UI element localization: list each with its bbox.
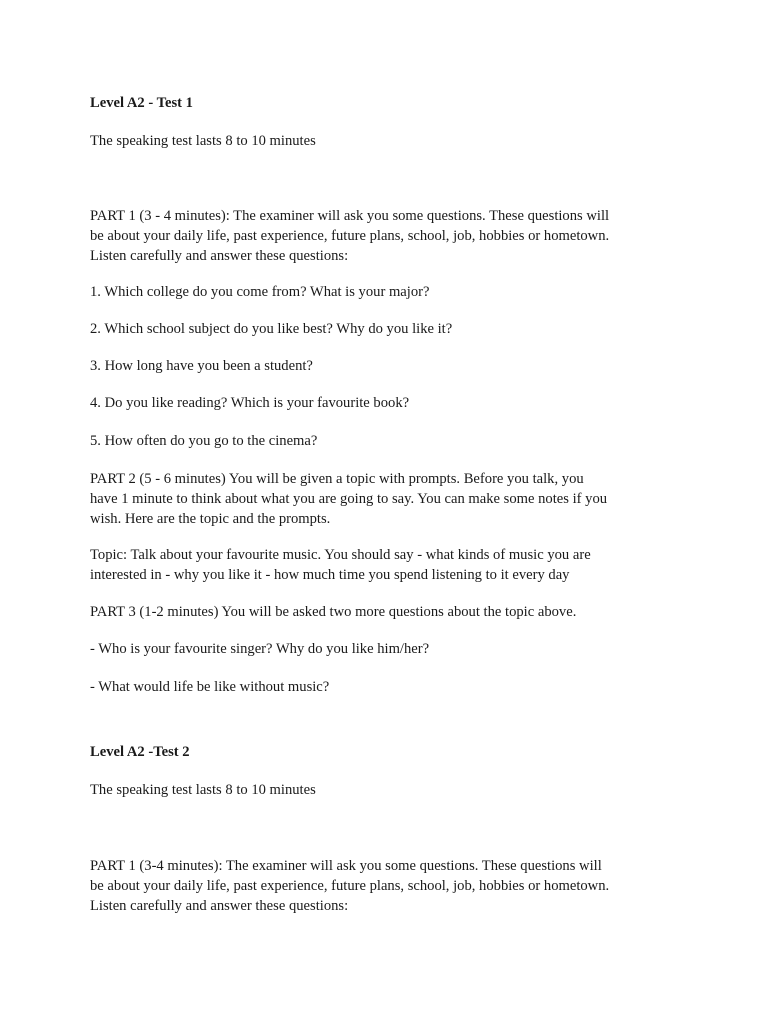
text-line: Listen carefully and answer these questions: (90, 898, 349, 914)
test1-part3-question-1: - Who is your favourite singer? Why do you like him/her? (90, 641, 430, 657)
test1-part1-intro (90, 206, 690, 266)
text-line: PART 1 (3 - 4 minutes): The examiner will ask you some questions. These questions will (90, 208, 610, 224)
text-line: wish. Here are the topic and the prompts. (90, 511, 331, 527)
test1-part3-question-2: - What would life be like without music? (90, 679, 330, 695)
test2-duration: The speaking test lasts 8 to 10 minutes (90, 782, 316, 798)
text-line: PART 1 (3-4 minutes): The examiner will ask you some questions. These questions will (90, 858, 602, 874)
text-line: be about your daily life, past experience, future plans, school, job, hobbies or hometown. (90, 228, 610, 244)
text-line: PART 2 (5 - 6 minutes) You will be given a topic with prompts. Before you talk, you (90, 471, 584, 487)
text-line: Topic: Talk about your favourite music. You should say - what kinds of music you are (90, 547, 591, 563)
test1-question-3: 3. How long have you been a student? (90, 358, 313, 374)
test1-duration: The speaking test lasts 8 to 10 minutes (90, 133, 316, 149)
test1-part3-intro: PART 3 (1-2 minutes) You will be asked two more questions about the topic above. (90, 604, 577, 620)
test1-question-5: 5. How often do you go to the cinema? (90, 433, 318, 449)
text-line: be about your daily life, past experience, future plans, school, job, hobbies or hometown. (90, 878, 610, 894)
test2-part1-intro (90, 856, 690, 916)
test1-question-1: 1. Which college do you come from? What is your major? (90, 284, 430, 300)
test2-title: Level A2 -Test 2 (90, 744, 190, 760)
text-line: interested in - why you like it - how much time you spend listening to it every day (90, 567, 570, 583)
text-line: have 1 minute to think about what you are going to say. You can make some notes if you (90, 491, 608, 507)
text-line: Listen carefully and answer these questions: (90, 248, 349, 264)
test1-question-4: 4. Do you like reading? Which is your favourite book? (90, 395, 410, 411)
test1-part2-intro (90, 469, 690, 529)
test1-question-2: 2. Which school subject do you like best? Why do you like it? (90, 321, 453, 337)
test1-title: Level A2 - Test 1 (90, 95, 193, 111)
test1-topic (90, 545, 690, 585)
